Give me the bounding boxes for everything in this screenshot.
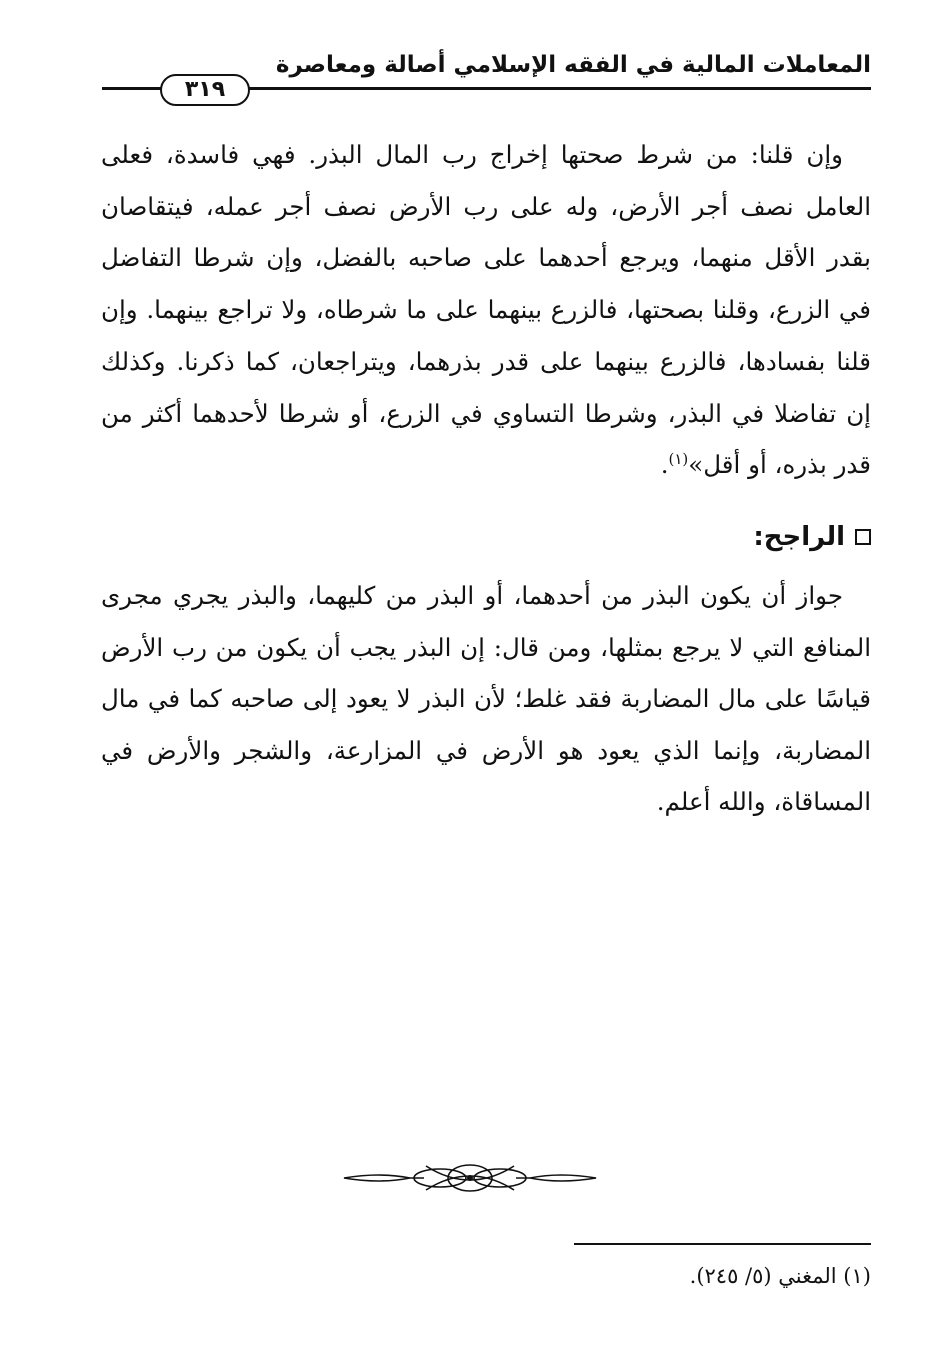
page-number: ٣١٩: [160, 74, 250, 106]
footnote-1: (١) المغني (٥/ ٢٤٥).: [689, 1264, 871, 1288]
footnote-divider: [574, 1243, 871, 1245]
paragraph-1-text: وإن قلنا: من شرط صحتها إخراج رب المال البذر. فهي فاسدة، فعلى العامل نصف أجر الأرض، وله على رب الأرض نصف أجر عمله، فيتقاصان بقدر الأقل منهما، ويرجع أحدهما على صاحبه بالفضل، وإن شرطا التفاضل في الزرع، وقلنا بصحتها، فالزرع بينهما على ما شرطاه، ولا تراجع بينهما. وإن قلنا بفسادها، فالزرع بينهما على قدر بذرهما، ويتراجعان، كما ذكرنا. وكذلك إن تفاضلا في البذر، وشرطا التساوي في الزرع، أو شرطا لأحدهما أكثر من قدر بذره، أو أقل»: [101, 140, 871, 480]
footnote-reference: (١): [668, 450, 689, 469]
paragraph-1-end: .: [660, 450, 669, 480]
section-heading: [753, 517, 871, 557]
section-heading-label: الراجح:: [753, 522, 845, 552]
square-icon: [855, 529, 871, 545]
body-paragraph-1: [101, 129, 871, 491]
decorative-divider-icon: [340, 1158, 600, 1198]
running-title: المعاملات المالية في الفقه الإسلامي أصالة ومعاصرة: [275, 52, 871, 78]
body-paragraph-2: جواز أن يكون البذر من أحدهما، أو البذر من كليهما، والبذر يجري مجرى المنافع التي لا يرجع بمثلها، ومن قال: إن البذر يجب أن يكون من رب الأرض قياسًا على مال المضاربة فقد غلط؛ لأن البذر لا يعود إلى صاحبه كما في مال المضاربة، وإنما الذي يعود هو الأرض في المزارعة، والشجر والأرض في المساقاة، والله أعلم.: [101, 581, 871, 816]
